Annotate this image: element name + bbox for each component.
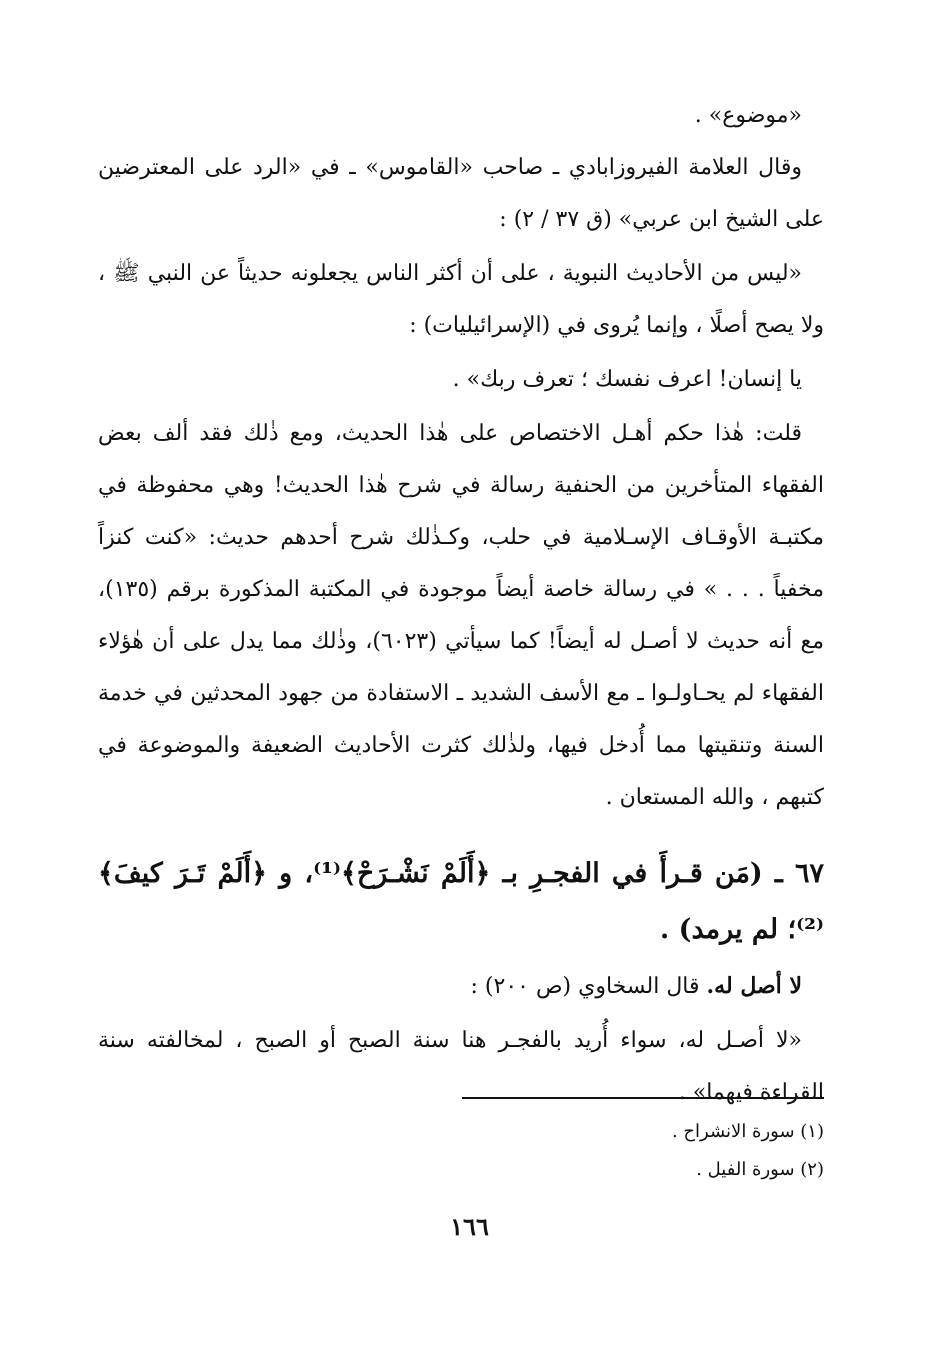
sakhawi-quote: «لا أصـل له، سواء أُريد بالفجـر هنا سنة الصبح أو الصبح ، لمخالفته سنة القراءة فيهما» . [98,1028,824,1105]
ruling-rest: قال السخاوي (ص ٢٠٠) : [470,974,707,999]
paragraph-commentary: قلت: هٰذا حكم أهـل الاختصاص على هٰذا الحديث، ومع ذٰلك فقد ألف بعض الفقهاء المتأخرين من الحنفية رسالة في شرح هٰذا الحديث! وهي محفوظة في مكتبـة الأوقـاف الإسـلامية في حلب، وكـذٰلك شرح أحدهم حديث: «كنت كنزاً مخفياً . . . » في رسالة خاصة أيضاً موجودة في المكتبة المذكورة برقم (١٣٥)، مع أنه حديث لا أصـل له أيضاً! كما سيأتي (٦٠٢٣)، وذٰلك مما يدل على أن هٰؤلاء الفقهاء لم يحـاولـوا ـ مع الأسف الشديد ـ الاستفادة من جهود المحدثين في خدمة السنة وتنقيتها مما أُدخل فيها، ولذٰلك كثرت الأحاديث الضعيفة والموضوعة في كتبهم ، والله المستعان . [98,421,824,810]
ruling-line [98,960,824,1013]
paragraph-mawdu: «موضوع» . [694,103,802,128]
footnote-divider [462,1097,824,1099]
quote-hadith-end: يا إنسان! اعرف نفسك ؛ تعرف ربك» . [452,367,802,392]
page-number: ١٦٦ [450,1212,489,1241]
footnote-1: (١) سورة الانشراح . [671,1121,824,1142]
quote-hadith-text: «ليس من الأحاديث النبوية ، على أن أكثر الناس يجعلونه حديثاً عن النبي ﷺ ، ولا يصح أصلًا ، وإنما يُروى في (الإسرائيليات) : [98,261,824,338]
ruling-bold: لا أصل له. [706,973,802,999]
footnote-2: (٢) سورة الفيل . [696,1159,824,1180]
footnotes [98,1113,824,1189]
hadith-heading: ٦٧ ـ (مَن قـرأَ في الفجـرِ بـ ﴿أَلَمْ نَشْـرَحْ﴾⁽¹⁾، و ﴿أَلَمْ تَـرَ كيفَ﴾⁽²⁾؛ لم يرمد) . [98,858,824,945]
page-body [98,90,824,1119]
paragraph-fayruzabadi: وقال العلامة الفيروزابادي ـ صاحب «القاموس» ـ في «الرد على المعترضين على الشيخ ابن عربي» (ق ٣٧ / ٢) : [98,155,824,232]
